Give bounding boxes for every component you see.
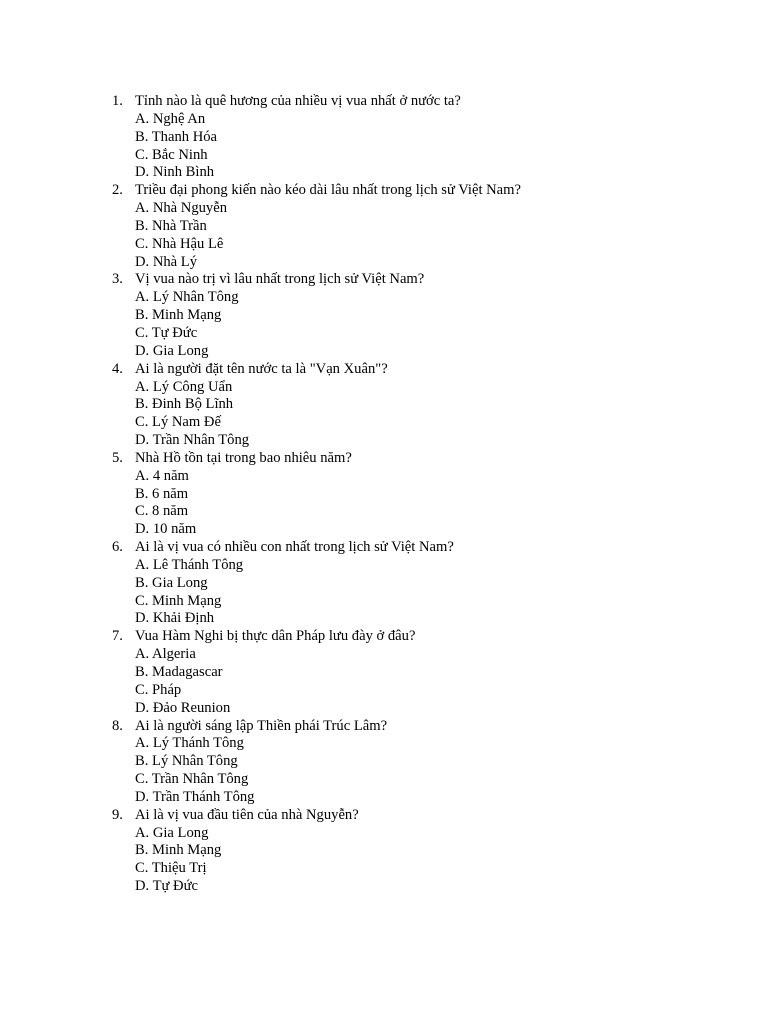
answer-option: B. Nhà Trần — [135, 217, 207, 234]
question-1 — [0, 93, 768, 182]
answer-option: A. Nhà Nguyễn — [135, 200, 228, 217]
question-line — [0, 93, 768, 111]
answer-option: B. Lý Nhân Tông — [135, 753, 238, 770]
answer-option: D. Trần Thánh Tông — [135, 788, 255, 805]
question-number: 5. — [112, 449, 123, 466]
question-6 — [0, 539, 768, 628]
question-line — [0, 628, 768, 646]
answer-option: C. Tự Đức — [135, 324, 198, 341]
quiz-document — [0, 93, 768, 896]
question-number: 8. — [112, 717, 123, 734]
question-8 — [0, 718, 768, 807]
question-number: 9. — [112, 806, 123, 823]
answer-option: C. Minh Mạng — [135, 592, 222, 609]
question-7 — [0, 628, 768, 717]
answer-option: B. Minh Mạng — [135, 307, 222, 324]
answer-option: A. Algeria — [135, 646, 196, 663]
answer-option: A. 4 năm — [135, 467, 189, 484]
answer-option: A. Nghệ An — [135, 110, 206, 127]
question-3 — [0, 271, 768, 360]
question-line — [0, 182, 768, 200]
answer-option: A. Lê Thánh Tông — [135, 556, 244, 573]
question-line — [0, 718, 768, 736]
answer-option: D. Trần Nhân Tông — [135, 432, 250, 449]
question-5 — [0, 450, 768, 539]
answer-option: C. Trần Nhân Tông — [135, 771, 249, 788]
answer-option: D. Ninh Bình — [135, 164, 215, 181]
answer-option: B. Madagascar — [135, 664, 223, 680]
question-text: Tỉnh nào là quê hương của nhiều vị vua nhất ở nước ta? — [135, 93, 461, 109]
question-line — [0, 539, 768, 557]
question-text: Nhà Hồ tồn tại trong bao nhiêu năm? — [135, 449, 352, 466]
answer-option: A. Lý Nhân Tông — [135, 289, 239, 306]
answer-option: C. Nhà Hậu Lê — [135, 235, 224, 252]
answer-option: D. Gia Long — [135, 342, 209, 359]
question-text: Ai là người sáng lập Thiền phái Trúc Lâm? — [135, 717, 388, 734]
question-9 — [0, 807, 768, 896]
answer-option: A. Lý Thánh Tông — [135, 735, 244, 752]
question-number: 3. — [112, 271, 123, 288]
answer-option: C. Lý Nam Đế — [135, 414, 221, 431]
answer-option: A. Gia Long — [135, 824, 209, 841]
answer-option: B. Đinh Bộ Lĩnh — [135, 396, 234, 413]
question-2 — [0, 182, 768, 271]
answer-option: C. Thiệu Trị — [135, 860, 207, 877]
question-line — [0, 450, 768, 468]
answer-option: C. Bắc Ninh — [135, 146, 208, 163]
question-line — [0, 271, 768, 289]
question-number: 2. — [112, 182, 123, 199]
question-text: Ai là người đặt tên nước ta là "Vạn Xuân"? — [135, 360, 388, 377]
question-text: Ai là vị vua có nhiều con nhất trong lịch sử Việt Nam? — [135, 539, 454, 556]
question-text: Vị vua nào trị vì lâu nhất trong lịch sử Việt Nam? — [135, 271, 425, 288]
answer-option: B. Gia Long — [135, 574, 208, 591]
answer-option: D. 10 năm — [135, 521, 197, 538]
question-number: 4. — [112, 360, 123, 377]
answer-option: D. Khải Định — [135, 610, 215, 627]
answer-option: D. Đảo Reunion — [135, 699, 231, 716]
answer-option: C. 8 năm — [135, 503, 189, 520]
question-text: Triều đại phong kiến nào kéo dài lâu nhất trong lịch sử Việt Nam? — [135, 182, 521, 199]
question-4 — [0, 361, 768, 450]
answer-option: B. 6 năm — [135, 485, 189, 502]
answer-option: D. Nhà Lý — [135, 253, 198, 270]
question-line — [0, 807, 768, 825]
question-line — [0, 361, 768, 379]
question-text: Ai là vị vua đầu tiên của nhà Nguyễn? — [135, 806, 359, 823]
answer-option: D. Tự Đức — [135, 878, 198, 895]
answer-option: C. Pháp — [135, 681, 182, 698]
answer-option: A. Lý Công Uẩn — [135, 378, 233, 395]
question-number: 1. — [112, 93, 123, 109]
question-number: 6. — [112, 539, 123, 556]
question-number: 7. — [112, 628, 123, 645]
answer-option: B. Minh Mạng — [135, 842, 222, 859]
question-text: Vua Hàm Nghi bị thực dân Pháp lưu đày ở đâu? — [135, 628, 416, 645]
answer-option: B. Thanh Hóa — [135, 128, 218, 145]
